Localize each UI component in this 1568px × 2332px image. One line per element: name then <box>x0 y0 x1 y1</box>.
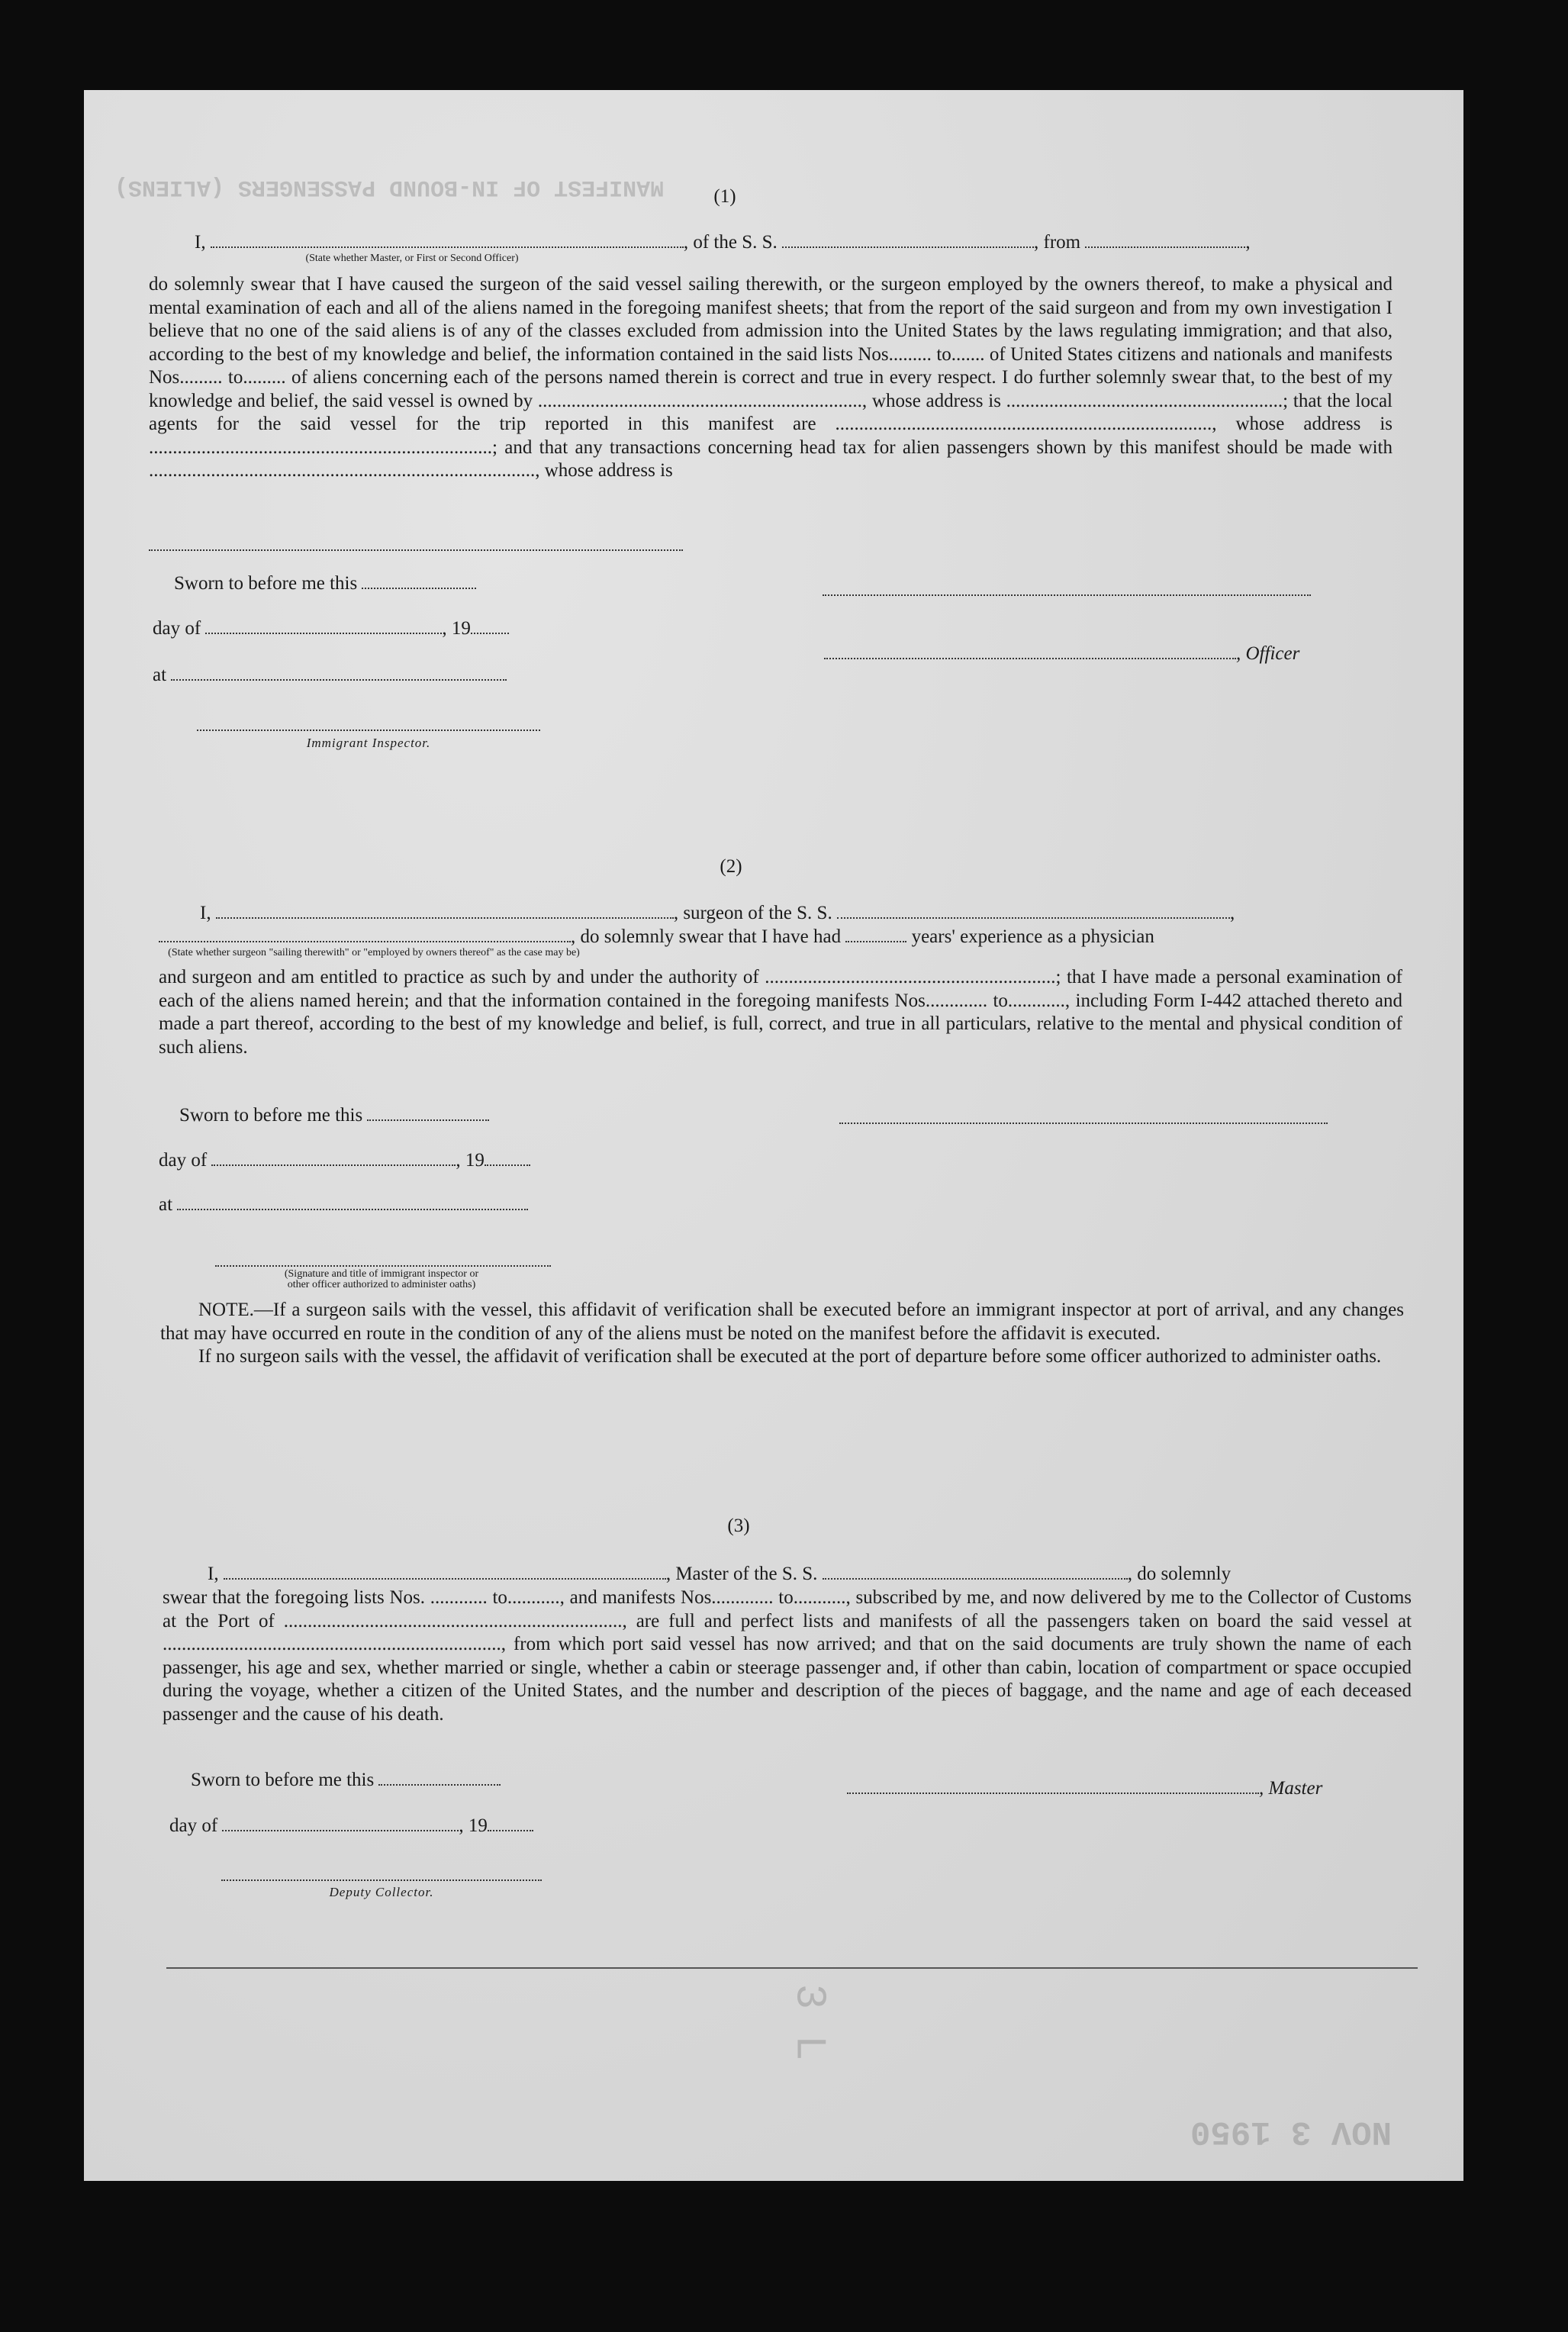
section2-body <box>159 966 1402 1059</box>
text-swear: , do solemnly swear that I have had <box>571 926 842 947</box>
blank-vessel-field <box>837 902 1230 919</box>
collector-signature-line <box>221 1879 542 1881</box>
inspector-caption: Immigrant Inspector. <box>306 736 431 750</box>
section2-line1 <box>200 902 1235 924</box>
section3-line1 <box>208 1563 1231 1585</box>
text-end: , <box>1245 232 1251 253</box>
text-years: years' experience as a physician <box>911 926 1154 947</box>
section2-note <box>160 1299 1404 1369</box>
section-number: (1) <box>713 186 736 207</box>
text-sworn: Sworn to before me this <box>174 573 358 594</box>
surgeon-signature-line <box>839 1123 1328 1124</box>
text-day-of: day of <box>153 618 201 639</box>
document-page <box>84 90 1463 2181</box>
blank-name-field <box>216 902 674 919</box>
blank-name-field <box>224 1563 666 1580</box>
section1-line1 <box>195 231 1251 253</box>
section2-at <box>159 1193 528 1216</box>
blank-vessel-field <box>782 231 1034 248</box>
bottom-rule <box>166 1967 1418 1969</box>
text-officer: , Officer <box>1236 643 1300 664</box>
text-at: at <box>153 665 167 685</box>
section1-day <box>153 617 509 639</box>
address-continuation-line <box>149 549 683 551</box>
note-label: NOTE. <box>198 1300 254 1320</box>
text-end: , do solemnly <box>1127 1564 1232 1584</box>
blank-day-field <box>378 1769 501 1786</box>
blank-at-field <box>177 1193 528 1210</box>
section1-at <box>153 664 507 686</box>
section3-body <box>163 1586 1412 1726</box>
text-lead: I, <box>200 903 211 923</box>
section1-officer <box>824 643 1299 665</box>
blank-officer-field <box>824 643 1236 659</box>
text-day-of: day of <box>159 1150 208 1171</box>
blank-at-field <box>171 664 507 681</box>
text-of-ss: , of the S. S. <box>683 232 778 253</box>
signature-note-1: (Signature and title of immigrant inspector or <box>284 1268 479 1280</box>
note-paragraph <box>160 1299 1404 1345</box>
text-from: , from <box>1034 232 1081 253</box>
section3-master <box>847 1777 1322 1799</box>
section3-day <box>169 1815 533 1837</box>
text-lead: I, <box>195 232 206 253</box>
blank-years-field <box>845 926 906 942</box>
blank-year-field <box>485 1149 530 1166</box>
blank-vessel-field <box>823 1563 1128 1580</box>
text-lead: I, <box>208 1564 219 1584</box>
section-number: (3) <box>727 1515 750 1536</box>
blank-year-field <box>488 1815 533 1831</box>
section2-sworn <box>179 1104 489 1126</box>
text-at: at <box>159 1194 173 1215</box>
blank-day-field <box>362 572 476 589</box>
text-end: , <box>1229 903 1235 923</box>
officer-note: (State whether Master, or First or Second Officer) <box>305 253 519 264</box>
section3-paragraph: swear that the foregoing lists Nos. ............ to..........., and manifests Nos............. to..........., subscribed by me, and now delivered by me to the Collector of Customs at the Port of ......................................................................., are full and perfect lists and manifests of all the passengers taken on board the said vessel at ......................................................................., from which port said vessel has now arrived; and that on the said documents are truly shown the name of each passenger, his age and sex, whether married or single, whether a cabin or steerage passenger and, if other than cabin, location of compartment or space occupied during the voyage, whether a citizen of the United States, and the number and description of the pieces of baggage, and the name and age of each deceased passenger and the cause of his death. <box>163 1587 1412 1725</box>
text-master-sig: , Master <box>1259 1778 1323 1799</box>
text-sworn: Sworn to before me this <box>191 1770 375 1790</box>
blank-day-field <box>367 1104 489 1121</box>
text-surgeon: , surgeon of the S. S. <box>673 903 832 923</box>
surgeon-note: (State whether surgeon "sailing therewith" or "employed by owners thereof" as the case may be) <box>168 947 580 958</box>
section2-line2 <box>159 926 1154 948</box>
text-year: , 19 <box>456 1150 485 1171</box>
signature-note-2: other officer authorized to administer oaths) <box>287 1279 476 1290</box>
blank-month-field <box>211 1149 456 1166</box>
section1-sworn <box>174 572 476 594</box>
text-year: , 19 <box>442 618 471 639</box>
bleed-through-mark: 3 L <box>784 1983 834 2061</box>
officer-signature-line <box>823 594 1311 596</box>
blank-name-field <box>211 231 684 248</box>
blank-month-field <box>205 617 442 634</box>
bleed-through-stamp: NOV 3 1950 <box>1190 2112 1393 2150</box>
section2-paragraph: and surgeon and am entitled to practice as such by and under the authority of .............................................................; that I have made a personal examination of each of the aliens named herein; and that the information contained in the foregoing manifests Nos............. to............, including Form I-442 attached thereto and made a part thereof, according to the best of my knowledge and belief, is full, correct, and true in all particulars, relative to the mental and physical condition of such aliens. <box>159 967 1402 1058</box>
blank-year-field <box>471 617 509 634</box>
bleed-through-header: MANIFEST OF IN-BOUND PASSENGERS (ALIENS) <box>114 174 665 200</box>
text-day-of: day of <box>169 1815 218 1836</box>
inspector-signature-line <box>215 1265 551 1267</box>
text-master: , Master of the S. S. <box>665 1564 818 1584</box>
blank-month-field <box>222 1815 459 1831</box>
note-paragraph-2: If no surgeon sails with the vessel, the affidavit of verification shall be executed at the port of departure before some officer authorized to administer oaths. <box>198 1346 1382 1367</box>
note-text: —If a surgeon sails with the vessel, this affidavit of verification shall be executed before an immigrant inspector at port of arrival, and any changes that may have occurred en route in the condition of any of the aliens must be noted on the manifest before the affidavit is executed. <box>160 1300 1404 1344</box>
blank-port-field <box>1085 231 1245 248</box>
section1-paragraph: do solemnly swear that I have caused the surgeon of the said vessel sailing therewith, or the surgeon employed by the owners thereof, to make a physical and mental examination of each and all of the aliens named in the foregoing manifest sheets; that from the report of the said surgeon and from my own investigation I believe that no one of the said aliens is of any of the classes excluded from admission into the United States by the laws regulating immigration; and that also, according to the best of my knowledge and belief, the information contained in the said lists Nos......... to....... of United States citizens and nationals and manifests Nos......... to......... of aliens concerning each of the persons named therein is correct and true in every respect. I do further solemnly swear that, to the best of my knowledge and belief, the said vessel is owned by ...................................................................., whose address is ..........................................................; that the local agents for the said vessel for the trip reported in this manifest are ..............................................................................., whose address is ........................................................................; and that any transactions concerning head tax for alien passengers shown by this manifest should be made with ................................................................................., whose address is <box>149 274 1393 481</box>
collector-caption: Deputy Collector. <box>329 1885 434 1899</box>
section3-sworn <box>191 1769 501 1791</box>
blank-master-field <box>847 1777 1259 1794</box>
text-year: , 19 <box>459 1815 488 1836</box>
section1-body <box>149 273 1393 483</box>
section2-day <box>159 1149 530 1171</box>
text-sworn: Sworn to before me this <box>179 1105 363 1126</box>
section-number: (2) <box>720 856 742 877</box>
blank-surgeon-type-field <box>159 926 571 942</box>
inspector-signature-line <box>197 730 540 731</box>
